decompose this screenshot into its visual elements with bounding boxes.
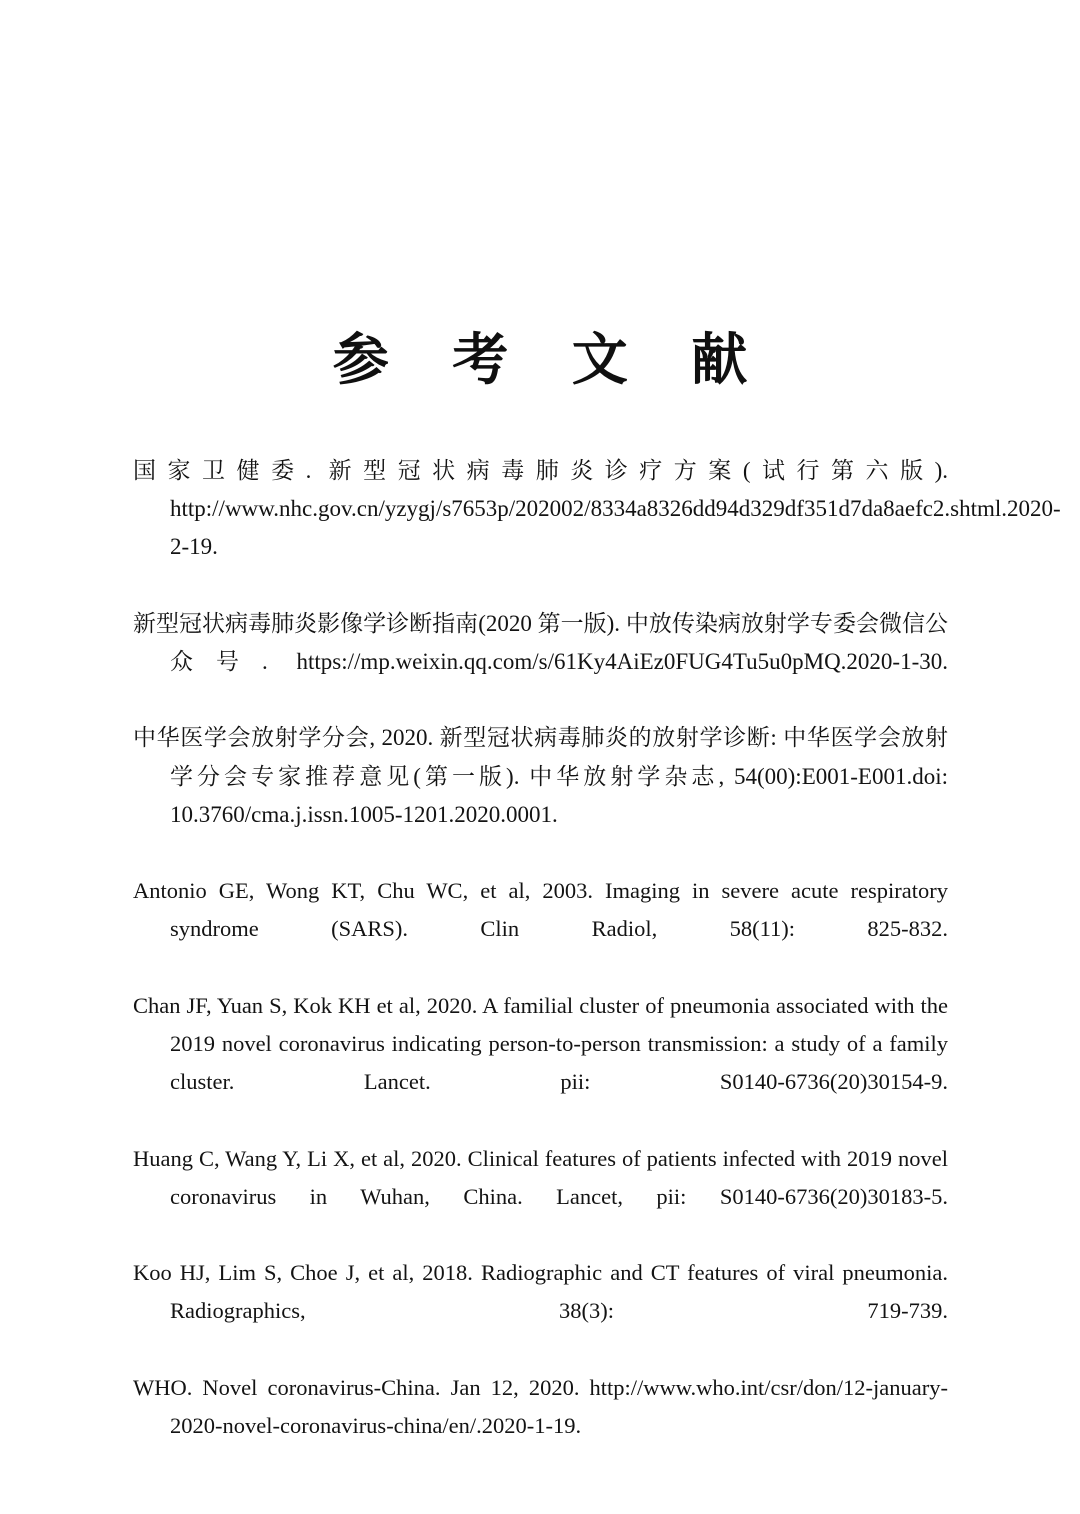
reference-item: Huang C, Wang Y, Li X, et al, 2020. Clinical features of patients infected with 2019 novel coronavirus in Wuhan, China. Lancet, pii: S0140-6736(20)30183-5. (133, 1145, 948, 1209)
reference-item: Koo HJ, Lim S, Choe J, et al, 2018. Radiographic and CT features of viral pneumonia. Radiographics, 38(3): 719-739. (133, 1260, 948, 1324)
reference-item: Chan JF, Yuan S, Kok KH et al, 2020. A familial cluster of pneumonia associated with the 2019 novel coronavirus indicating person-to-person transmission: a study of a family cluster. Lancet. pii: S0140-6736(20)30154-9. (133, 992, 948, 1095)
reference-item: 中华医学会放射学分会, 2020. 新型冠状病毒肺炎的放射学诊断: 中华医学会放射学分会专家推荐意见(第一版). 中华放射学杂志, 54(00):E001-E001.doi: 10.3760/cma.j.issn.1005-1201.2020.0001. (133, 725, 948, 827)
reference-item: 新型冠状病毒肺炎影像学诊断指南(2020 第一版). 中放传染病放射学专委会微信公众号. https://mp.weixin.qq.com/s/61Ky4AiEz0FUG4Tu5u0pMQ.2020-1-30. (133, 610, 948, 675)
reference-item: WHO. Novel coronavirus-China. Jan 12, 2020. http://www.who.int/csr/don/12-january-2020-novel-coronavirus-china/en/.2020-1-19. (133, 1374, 948, 1439)
reference-item: Antonio GE, Wong KT, Chu WC, et al, 2003. Imaging in severe acute respiratory syndrome (SARS). Clin Radiol, 58(11): 825-832. (133, 878, 948, 942)
page-title: 参 考 文 献 (332, 326, 770, 393)
reference-item: 国家卫健委. 新型冠状病毒肺炎诊疗方案(试行第六版). http://www.nhc.gov.cn/yzygj/s7653p/202002/8334a8326dd94d329df351d7da8aefc2.shtml.2020-2-19. (133, 458, 1061, 560)
reference-list (133, 452, 1061, 1483)
